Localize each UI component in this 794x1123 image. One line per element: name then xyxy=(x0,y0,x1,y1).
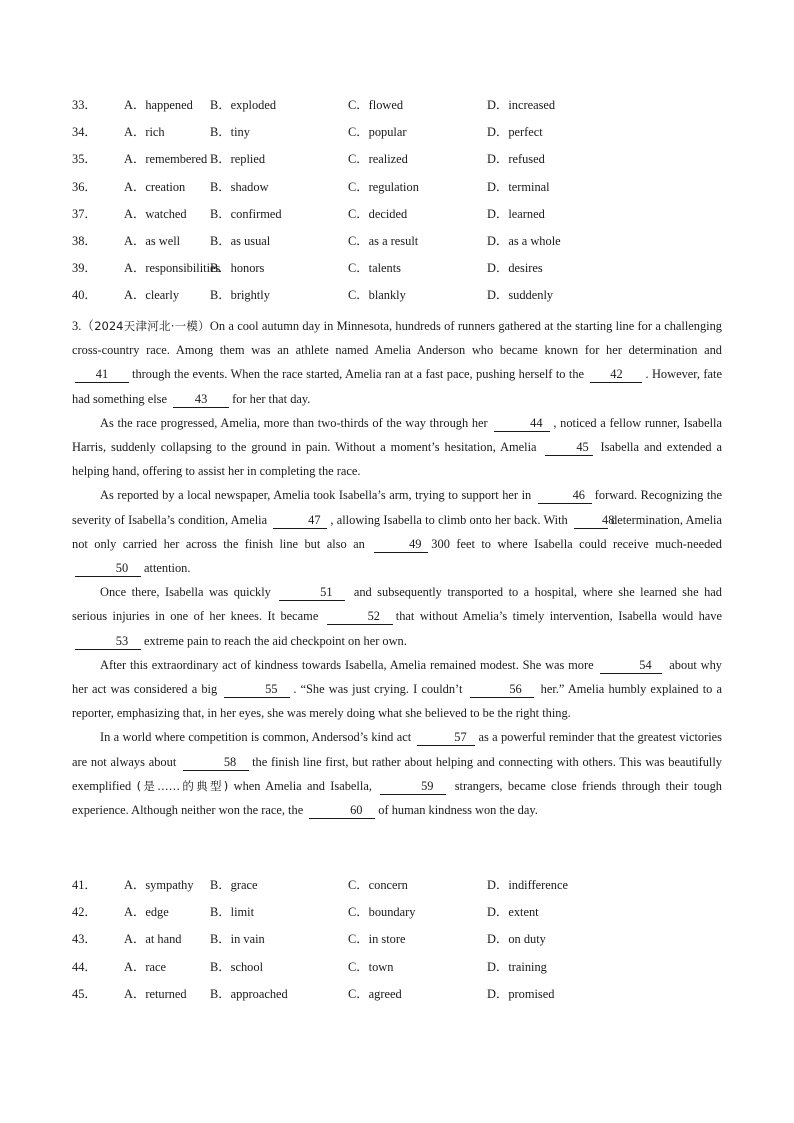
question-number: 41． xyxy=(72,878,97,892)
option-b: B．exploded xyxy=(210,98,277,112)
chinese-note: (是……的典型) xyxy=(136,778,229,793)
blank-47[interactable]: 47 xyxy=(273,513,327,529)
text-span: extreme pain to reach the aid checkpoint on her own. xyxy=(144,633,407,648)
option-row-40 xyxy=(72,286,732,313)
option-a: A．creation xyxy=(124,179,186,194)
options-bottom-block xyxy=(72,876,732,1012)
option-d: D．indifference xyxy=(487,878,568,892)
text-span: After this extraordinary act of kindness towards Isabella, Amelia remained modest. She was more xyxy=(100,657,598,672)
option-c: C．decided xyxy=(348,206,408,221)
text-span: her.” Amelia humbly explained to a reporter, emphasizing that, in her eyes, she was merely doing what she believed to be the right thing. xyxy=(72,682,722,721)
blank-53[interactable]: 53 xyxy=(75,634,141,650)
option-b: B．shadow xyxy=(210,179,269,194)
text-span: On a cool autumn day in Minnesota, hundreds of runners gathered at the starting line for a challenging cross-country race. Among them was an athlete named Amelia Anderson who became known for her determination and xyxy=(72,319,723,358)
option-row-39 xyxy=(72,259,732,286)
cloze-passage xyxy=(72,314,722,822)
option-b: B．brightly xyxy=(210,288,270,303)
option-d: D．increased xyxy=(487,98,556,112)
option-a: A．watched xyxy=(124,206,187,221)
option-a: A．rich xyxy=(124,125,165,140)
option-a: A．as well xyxy=(124,233,181,248)
question-number: 36． xyxy=(72,179,97,194)
option-c: C．as a result xyxy=(348,233,419,248)
option-b: B．confirmed xyxy=(210,206,282,221)
blank-59[interactable]: 59 xyxy=(380,779,446,795)
text-span: As reported by a local newspaper, Amelia took Isabella’s arm, trying to support her in xyxy=(100,488,535,503)
option-d: D．on duty xyxy=(487,932,546,947)
paragraph-6 xyxy=(72,725,722,822)
blank-42[interactable]: 42 xyxy=(590,367,642,383)
option-b: B．honors xyxy=(210,261,265,276)
option-row-45 xyxy=(72,985,732,1012)
question-number: 37． xyxy=(72,206,97,221)
question-number: 42． xyxy=(72,905,97,920)
option-d: D．training xyxy=(487,959,547,974)
option-c: C．talents xyxy=(348,261,401,276)
text-span: about why her act was considered a big xyxy=(72,657,722,697)
text-span: forward. Recognizing the severity of Isabella’s condition, Amelia xyxy=(72,488,722,527)
text-span: through the events. When the race started, Amelia ran at a fast pace, pushing herself to the xyxy=(132,367,588,382)
blank-43[interactable]: 43 xyxy=(173,392,229,408)
option-d: D．learned xyxy=(487,206,545,221)
option-c: C．realized xyxy=(348,152,408,167)
option-a: A．race xyxy=(124,959,166,974)
text-span: strangers, became close friends through their tough experience. Although neither won the race, the xyxy=(72,778,722,818)
paragraph-2 xyxy=(72,411,722,484)
question-number: 40． xyxy=(72,288,97,303)
option-c: C．regulation xyxy=(348,179,419,194)
option-c: C．boundary xyxy=(348,905,416,920)
blank-49[interactable]: 49 xyxy=(374,537,428,553)
option-b: B．approached xyxy=(210,986,288,1001)
option-b: B．grace xyxy=(210,878,258,892)
option-c: C．in store xyxy=(348,932,406,947)
option-row-38 xyxy=(72,232,732,259)
question-number: 35． xyxy=(72,152,97,167)
text-span: the finish line first, but rather about helping and connecting with others. This was beautifully exemplified xyxy=(72,754,722,793)
option-a: A．responsibilities xyxy=(124,261,221,276)
paragraph-3 xyxy=(72,483,722,580)
option-d: D．suddenly xyxy=(487,288,554,303)
blank-50[interactable]: 50 xyxy=(75,561,141,577)
text-span: when Amelia and Isabella, xyxy=(228,778,378,793)
blank-56[interactable]: 56 xyxy=(470,682,534,698)
question-number: 43． xyxy=(72,932,97,947)
option-a: A．at hand xyxy=(124,932,182,947)
option-row-44 xyxy=(72,958,732,985)
option-b: B．replied xyxy=(210,152,266,167)
option-d: D．as a whole xyxy=(487,233,561,248)
option-b: B．school xyxy=(210,959,264,974)
option-a: A．returned xyxy=(124,986,187,1001)
option-c: C．concern xyxy=(348,878,408,892)
option-c: C．blankly xyxy=(348,288,406,303)
paragraph-1 xyxy=(72,314,722,411)
blank-46[interactable]: 46 xyxy=(538,488,592,504)
option-d: D．terminal xyxy=(487,179,550,194)
question-number: 34． xyxy=(72,125,97,140)
blank-58[interactable]: 58 xyxy=(183,755,249,771)
question-number: 39． xyxy=(72,261,97,276)
blank-51[interactable]: 51 xyxy=(279,585,345,601)
option-d: D．desires xyxy=(487,261,543,276)
blank-41[interactable]: 41 xyxy=(75,367,129,383)
text-span: attention. xyxy=(144,561,191,576)
options-top-block xyxy=(72,96,732,314)
paragraph-5 xyxy=(72,653,722,726)
option-d: D．refused xyxy=(487,152,545,167)
option-c: C．town xyxy=(348,959,394,974)
blank-52[interactable]: 52 xyxy=(327,609,393,625)
option-d: D．promised xyxy=(487,986,555,1001)
option-a: A．remembered xyxy=(124,152,208,167)
option-b: B．in vain xyxy=(210,932,265,947)
text-span: for her that day. xyxy=(232,391,311,406)
option-row-35 xyxy=(72,150,732,177)
option-d: D．perfect xyxy=(487,125,543,140)
paragraph-4 xyxy=(72,580,722,653)
option-c: C．popular xyxy=(348,125,407,140)
option-d: D．extent xyxy=(487,905,539,920)
text-span: Once there, Isabella was quickly xyxy=(100,585,277,600)
text-span: that without Amelia’s timely intervention, Isabella would have xyxy=(395,609,723,624)
text-span: , noticed a fellow runner, Isabella Harris, suddenly collapsing to the ground in pain. Without a moment’s hesitation, Amelia xyxy=(72,415,722,455)
text-span: of human kindness won the day. xyxy=(378,803,538,818)
option-c: C．agreed xyxy=(348,986,402,1001)
option-row-33 xyxy=(72,96,732,123)
text-span: Isabella and extended a helping hand, offering to assist her in completing the race. xyxy=(72,440,723,479)
option-a: A．clearly xyxy=(124,288,180,303)
blank-45[interactable]: 45 xyxy=(545,440,593,456)
option-a: A．sympathy xyxy=(124,878,194,892)
option-row-37 xyxy=(72,205,732,232)
text-span: as a powerful reminder that the greatest victories are not always about xyxy=(72,730,722,769)
question-number: 45． xyxy=(72,986,97,1001)
text-span: 300 feet to where Isabella could receive much-needed xyxy=(431,536,722,551)
question-number: 38． xyxy=(72,233,97,248)
blank-55[interactable]: 55 xyxy=(224,682,290,698)
text-span: and subsequently transported to a hospital, where she learned she had serious injuries in one of her knees. It became xyxy=(72,585,722,624)
blank-48[interactable]: 48 xyxy=(574,513,608,529)
blank-60[interactable]: 60 xyxy=(309,803,375,819)
option-row-34 xyxy=(72,123,732,150)
blank-57[interactable]: 57 xyxy=(417,730,475,746)
option-b: B．limit xyxy=(210,905,255,920)
option-b: B．as usual xyxy=(210,233,271,248)
option-row-43 xyxy=(72,930,732,957)
text-span: . However, fate had something else xyxy=(72,367,722,406)
question-number: 44． xyxy=(72,959,97,974)
text-span: As the race progressed, Amelia, more than two-thirds of the way through her xyxy=(100,415,492,430)
text-span: , allowing Isabella to climb onto her back. With xyxy=(330,512,572,527)
option-a: A．happened xyxy=(124,98,193,112)
text-span: In a world where competition is common, Andersod’s kind act xyxy=(100,730,415,745)
blank-44[interactable]: 44 xyxy=(494,416,550,432)
source-label: 2024天津河北·一模） xyxy=(94,319,210,333)
text-span: determination, Amelia not only carried her across the finish line but also an xyxy=(72,512,722,551)
option-row-42 xyxy=(72,903,732,930)
option-b: B．tiny xyxy=(210,125,250,140)
question-label: 3.（ xyxy=(72,319,95,333)
text-span: . “She was just crying. I couldn’t xyxy=(293,682,467,697)
question-number: 33． xyxy=(72,98,97,112)
option-c: C．flowed xyxy=(348,98,404,112)
option-a: A．edge xyxy=(124,905,169,920)
blank-54[interactable]: 54 xyxy=(600,658,662,674)
option-row-36 xyxy=(72,178,732,205)
option-row-41 xyxy=(72,876,732,903)
